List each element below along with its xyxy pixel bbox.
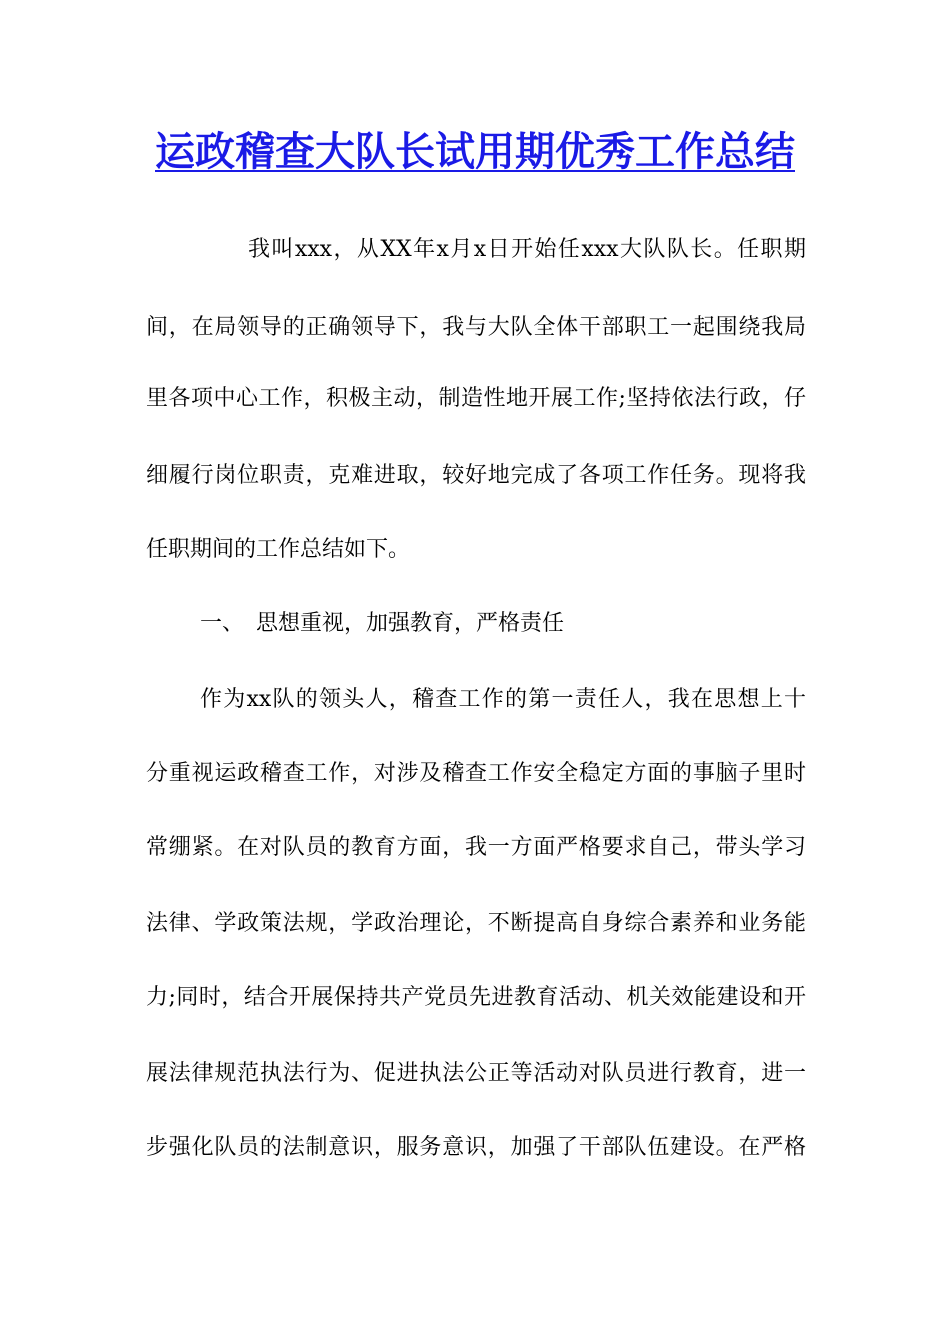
paragraph-2-line-5: 力;同时，结合开展保持共产党员先进教育活动、机关效能建设和开	[146, 985, 806, 1010]
paragraph-2-line-4: 法律、学政策法规，学政治理论，不断提高自身综合素养和业务能	[146, 911, 806, 936]
paragraph-1-line-3: 里各项中心工作，积极主动，制造性地开展工作;坚持依法行政，仔	[146, 386, 806, 411]
paragraph-2-line-7: 步强化队员的法制意识，服务意识，加强了干部队伍建设。在严格	[146, 1135, 806, 1160]
paragraph-2-line-3: 常绷紧。在对队员的教育方面，我一方面严格要求自己，带头学习	[146, 835, 806, 860]
paragraph-2-line-6: 展法律规范执法行为、促进执法公正等活动对队员进行教育，进一	[146, 1061, 806, 1086]
paragraph-2-line-1: 作为xx队的领头人，稽查工作的第一责任人，我在思想上十	[200, 687, 806, 712]
section-1-heading	[200, 609, 564, 639]
paragraph-2-line-2: 分重视运政稽查工作，对涉及稽查工作安全稳定方面的事脑子里时	[146, 761, 806, 786]
paragraph-1-line-1: 我叫xxx，从XX年x月x日开始任xxx大队队长。任职期	[248, 237, 806, 262]
section-1-number: 一、	[200, 611, 245, 636]
section-1-title: 思想重视，加强教育，严格责任	[256, 611, 565, 636]
paragraph-1-line-2: 间，在局领导的正确领导下，我与大队全体干部职工一起围绕我局	[146, 315, 806, 340]
document-title: 运政稽查大队长试用期优秀工作总结	[155, 128, 795, 175]
paragraph-1-line-4: 细履行岗位职责，克难进取，较好地完成了各项工作任务。现将我	[146, 463, 806, 488]
paragraph-1-line-5: 任职期间的工作总结如下。	[146, 537, 411, 562]
